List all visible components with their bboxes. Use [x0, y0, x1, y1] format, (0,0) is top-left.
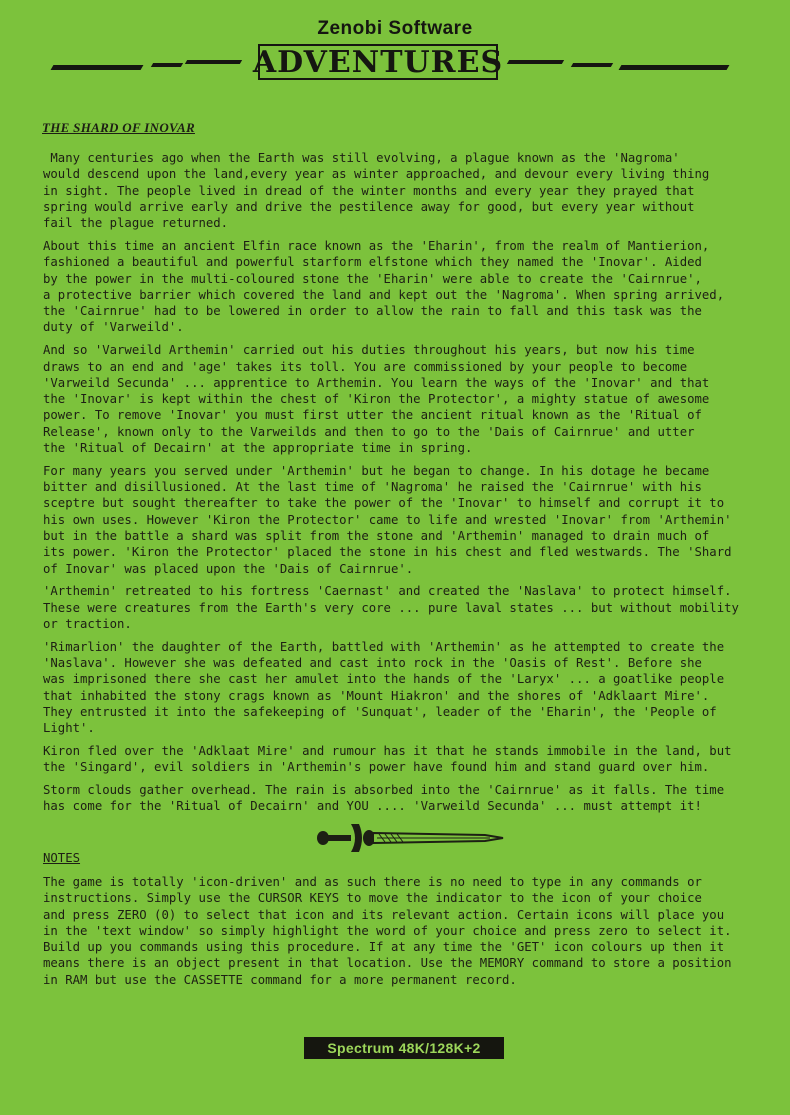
logo-dash — [51, 65, 144, 70]
notes-text: The game is totally 'icon-driven' and as such there is no need to type in any commands or instructions. Simply use the CURSOR KEYS to move the indicator to the icon of your choice and press ZERO (0) to select that icon and its relevant action. Certain icons will place you in the 'text window' so simply highlight the word of your choice and press zero to select it. Build up you commands using this procedure. If at any time the 'GET' icon colours up then it means there is an object present in that location. Use the MEMORY command to store a position in RAM but use the CASSETTE command for a more permanent record. — [43, 875, 732, 987]
logo-dash — [151, 63, 183, 67]
logo-dash — [507, 60, 564, 64]
paragraph: For many years you served under 'Arthemin' but he began to change. In his dotage he became bitter and disillusioned. At the last time of 'Nagroma' he raised the 'Cairnrue' with his sceptre but sought thereafter to take the power of the 'Inovar' to himself and corrupt it to his own uses. However 'Kiron the Protector' came to life and wrested 'Inovar' from 'Arthemin' but in the battle a shard was split from the stone and 'Arthemin' managed to drain much of its power. 'Kiron the Protector' placed the stone in his chest and fled westwards. The 'Shard of Inovar' was placed upon the 'Dais of Cairnrue'. — [43, 463, 732, 576]
paragraph: About this time an ancient Elfin race known as the 'Eharin', from the realm of Mantierion, fashioned a beautiful and powerful starform elfstone which they named the 'Inovar'. Aided by the power in the multi-coloured stone the 'Eharin' were able to create the 'Cairnrue', a protective barrier which covered the land and kept out the 'Nagroma'. When spring arrived, the 'Cairnrue' had to be lowered in order to allow the rain to fall and this task was the duty of 'Varweild'. — [43, 238, 725, 335]
paragraph: Storm clouds gather overhead. The rain is absorbed into the 'Cairnrue' as it falls. The time has come for the 'Ritual of Decairn' and YOU .... 'Varweild Secunda' ... must attempt it! — [43, 783, 725, 814]
logo-dash — [619, 65, 730, 70]
story-text — [43, 150, 783, 821]
paragraph: 'Arthemin' retreated to his fortress 'Caernast' and created the 'Naslava' to protect himself. These were creatures from the Earth's very core ... pure laval states ... but without mobility or traction. — [43, 584, 739, 632]
brand-name: Zenobi Software — [317, 18, 473, 39]
header-logo — [0, 18, 790, 88]
paragraph: Kiron fled over the 'Adklaat Mire' and rumour has it that he stands immobile in the land, but the 'Singard', evil soldiers in 'Arthemin's power have found him and stand guard over him. — [43, 744, 732, 775]
document-title: THE SHARD OF INOVAR — [42, 120, 195, 135]
paragraph: 'Rimarlion' the daughter of the Earth, battled with 'Arthemin' as he attempted to create the 'Naslava'. However she was defeated and cast into rock in the 'Oasis of Rest'. Before she was imprisoned there she cast her amulet into the hands of the 'Laryx' ... a goatlike people that inhabited the stony crags known as 'Mount Hiakron' and the shores of 'Adklaart Mire'. They entrusted it into the safekeeping of 'Sunquat', leader of the 'Eharin', the 'People of Light'. — [43, 639, 725, 736]
sword-icon — [315, 820, 505, 856]
paragraph: Many centuries ago when the Earth was still evolving, a plague known as the 'Nagroma' would descend upon the land,every year as winter approached, and devour every living thing in sight. The people lived in dread of the winter months and every year they prayed that spring would arrive early and drive the pestilence away for good, but every year without fail the plague returned. — [43, 151, 710, 231]
logo-dash — [185, 60, 242, 64]
brand-adventures: ADVENTURES — [252, 44, 504, 80]
paragraph: And so 'Varweild Arthemin' carried out his duties throughout his years, but now his time draws to an end and 'age' takes its toll. You are commissioned by your people to become 'Varweild Secunda' ... apprentice to Arthemin. You learn the ways of the 'Inovar' and that the 'Inovar' is kept within the chest of 'Kiron the Protector', a mighty statue of awesome power. To remove 'Inovar' you must first utter the ancient ritual known as the 'Ritual of Release', known only to the Varweilds and then to go to the 'Dais of Cairnrue' and utter the 'Ritual of Decairn' at the appropriate time in spring. — [43, 343, 710, 456]
notes-heading: NOTES — [43, 851, 81, 865]
logo-dash — [571, 63, 613, 67]
platform-badge: Spectrum 48K/128K+2 — [304, 1037, 504, 1059]
